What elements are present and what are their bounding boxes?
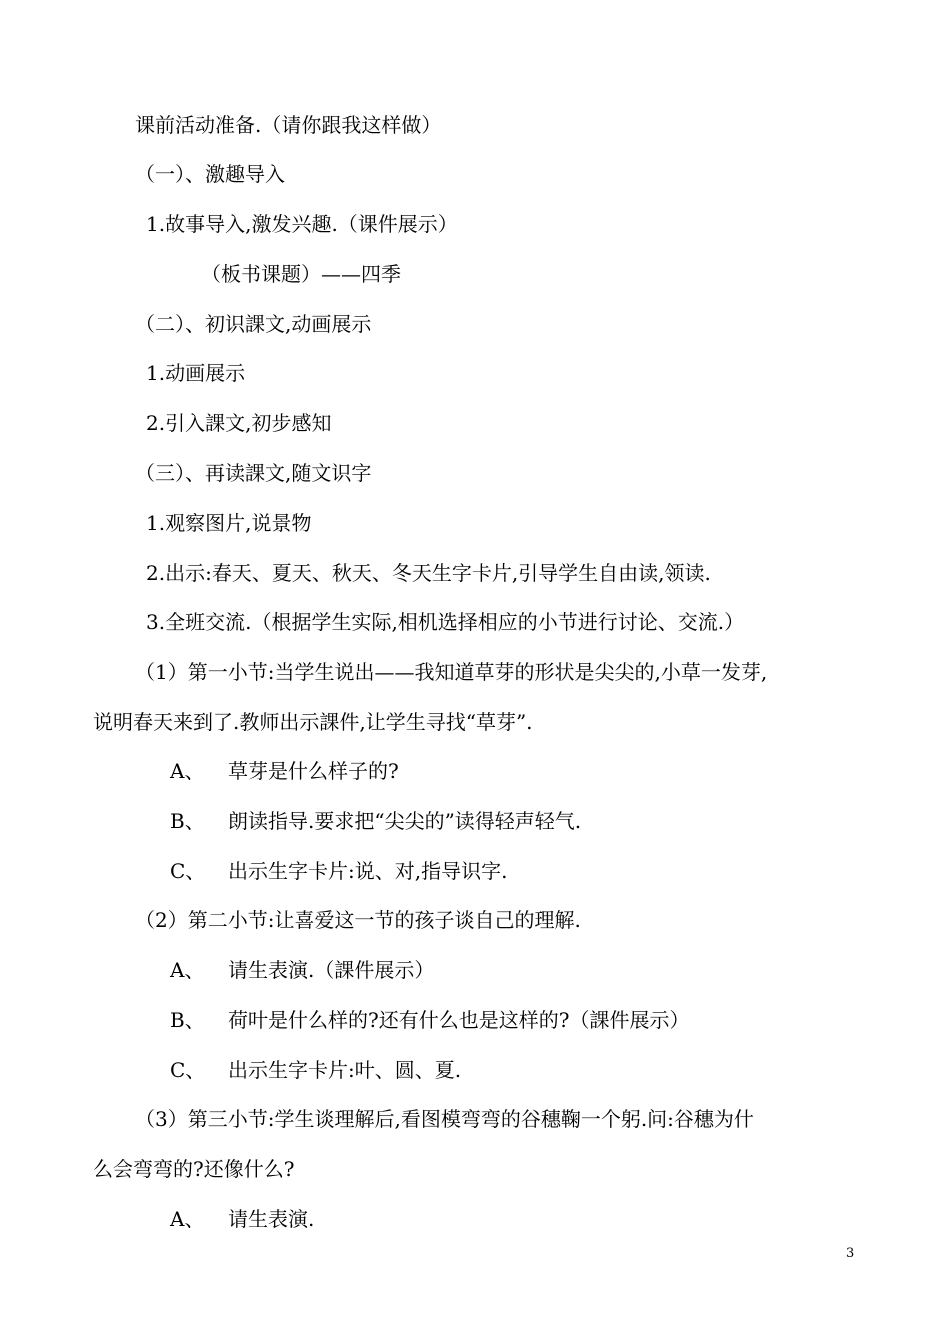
item-letter: C、 [170,1058,206,1082]
item-letter: A、 [170,759,205,783]
list-item [170,1007,689,1033]
subsection-continuation: 说明春天来到了.教师出示課件,让学生寻找“草芽”. [93,710,533,734]
list-item [170,1057,461,1083]
list-item [170,808,581,834]
step-line: 1.故事导入,激发兴趣.（课件展示） [146,212,458,236]
section-heading-2: （二）、初识課文,动画展示 [135,312,372,336]
item-text: 请生表演.（課件展示） [228,958,435,982]
item-letter: A、 [170,958,205,982]
subsection-line: （2）第二小节:让喜爱这一节的孩子谈自己的理解. [135,908,581,932]
item-text: 请生表演. [228,1207,315,1231]
item-letter: B、 [170,1008,205,1032]
list-item [170,1206,314,1232]
step-line: 3.全班交流.（根据学生实际,相机选择相应的小节进行讨论、交流.） [146,610,745,634]
board-title-line: （板书课题）——四季 [201,262,401,286]
step-line: 2.引入課文,初步感知 [146,411,332,435]
item-letter: B、 [170,809,205,833]
item-text: 朗读指导.要求把“尖尖的”读得轻声轻气. [228,809,582,833]
section-heading-1: （一）、激趣导入 [135,162,285,186]
list-item [170,758,399,784]
section-heading-3: （三）、再读課文,随文识字 [135,461,372,485]
subsection-line: （3）第三小节:学生谈理解后,看图模弯弯的谷穗鞠一个躬.问:谷穗为什 [135,1107,754,1131]
step-line: 1.动画展示 [146,361,246,385]
step-line: 2.出示:春天、夏天、秋天、冬天生字卡片,引导学生自由读,领读. [146,561,711,585]
list-item [170,858,507,884]
subsection-continuation: 么会弯弯的?还像什么? [93,1157,295,1181]
item-text: 草芽是什么样子的? [228,759,399,783]
list-item [170,957,434,983]
item-text: 荷叶是什么样的?还有什么也是这样的?（課件展示） [228,1008,690,1032]
page-number: 3 [846,1246,855,1261]
subsection-line: （1）第一小节:当学生说出——我知道草芽的形状是尖尖的,小草一发芽, [135,660,768,684]
item-text: 出示生字卡片:叶、圆、夏. [228,1058,462,1082]
intro-line: 课前活动准备.（请你跟我这样做） [135,113,442,137]
item-letter: C、 [170,859,206,883]
item-letter: A、 [170,1207,205,1231]
step-line: 1.观察图片,说景物 [146,511,312,535]
item-text: 出示生字卡片:说、对,指导识字. [228,859,508,883]
